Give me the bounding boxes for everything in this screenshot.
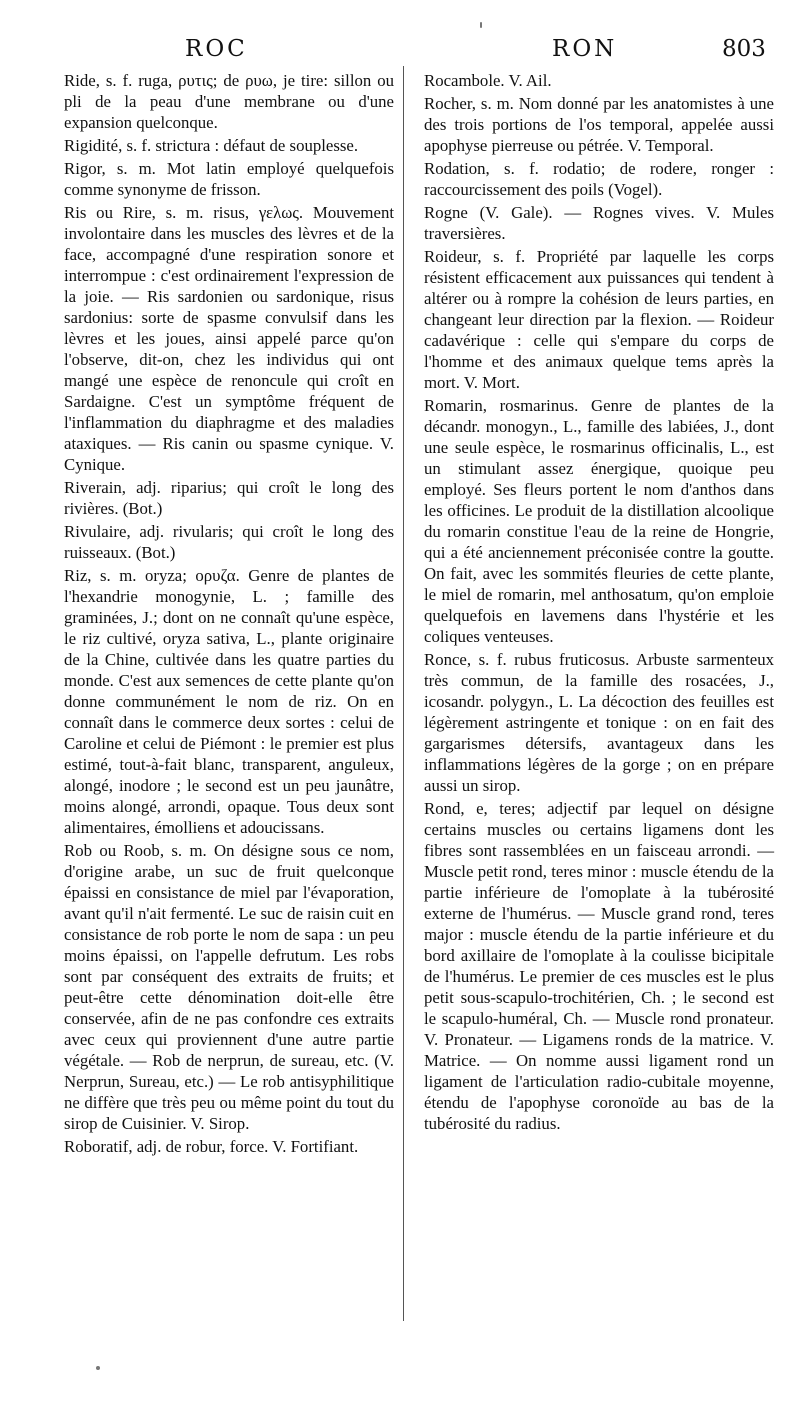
entry-riverain: Riverain, adj. riparius; qui croît le long des rivières. (Bot.) bbox=[64, 478, 394, 518]
right-column bbox=[424, 70, 774, 1136]
running-head-center: RON bbox=[552, 36, 618, 62]
entry-rocambole: Rocambole. V. Ail. bbox=[424, 71, 552, 90]
entry-roideur: Roideur, s. f. Propriété par laquelle les corps résistent efficacement aux puissances qui tendent à altérer ou à rompre la cohésion de leurs parties, en changeant leur direction par la flexion. — Roideur cadavérique : celle qui s'empare du corps de l'homme et des animaux quelque tems après la mort. V. Mort. bbox=[424, 247, 774, 392]
entry-ride: Ride, s. f. ruga, ρυτις; de ρυω, je tire: sillon ou pli de la peau d'une membrane ou d'une expansion quelconque. bbox=[64, 71, 394, 132]
page-number: 803 bbox=[722, 36, 766, 62]
entry-romarin: Romarin, rosmarinus. Genre de plantes de la décandr. monogyn., L., famille des labiées, J., dont une seule espèce, le rosmarinus officinalis, L., est un stimulant assez énergique, quoique peu employé. Ses fleurs portent le nom d'anthos dans les officines. Le produit de la distillation alcoolique du romarin constitue l'eau de la reine de Hongrie, qui a été anciennement préconisée contre la goutte. On fait, avec les sommités fleuries de cette plante, le miel de romarin, mel anthosatum, qu'on emploie quelquefois en lavemens dans l'hystérie et les coliques venteuses. bbox=[424, 396, 774, 646]
entry-rivulaire: Rivulaire, adj. rivularis; qui croît le long des ruisseaux. (Bot.) bbox=[64, 522, 394, 562]
entry-rigor: Rigor, s. m. Mot latin employé quelquefois comme synonyme de frisson. bbox=[64, 159, 394, 199]
entry-ronce: Ronce, s. f. rubus fruticosus. Arbuste sarmenteux très commun, de la famille des rosacées, J., icosandr. polygyn., L. La décoction des feuilles est légèrement astringente et tonique : on en fait des gargarismes détersifs, avantageux dans les inflammations légères de la gorge ; on en prépare aussi un sirop. bbox=[424, 650, 774, 795]
entry-ris: Ris ou Rire, s. m. risus, γελως. Mouvement involontaire dans les muscles des lèvres et de la face, accompagné d'une respiration sonore et interrompue : c'est ordinairement l'expression de la joie. — Ris sardonien ou sardonique, risus sardonius: sorte de spasme convulsif dans les lèvres et les joues, ainsi appelé parce qu'on l'observe, dit-on, chez les individus qui ont mangé une espèce de renoncule qui croît en Sardaigne. C'est un symptôme fréquent de l'inflammation du diaphragme et des maladies ataxiques. — Ris canin ou spasme cynique. V. Cynique. bbox=[64, 203, 394, 474]
entry-rigidite: Rigidité, s. f. strictura : défaut de souplesse. bbox=[64, 136, 359, 155]
entry-rocher: Rocher, s. m. Nom donné par les anatomistes à une des trois portions de l'os temporal, appelée aussi apophyse pierreuse ou pétrée. V. Temporal. bbox=[424, 94, 774, 155]
print-speck bbox=[480, 22, 482, 28]
entry-riz: Riz, s. m. oryza; ορυζα. Genre de plantes de l'hexandrie monogynie, L. ; famille des graminées, J.; dont on ne connaît qu'une espèce, le riz cultivé, oryza sativa, L., plante originaire de la Chine, cultivée dans les quatre parties du monde. C'est aux semences de cette plante qu'on donne communément le nom de riz. On en connaît dans le commerce deux sortes : celui de Caroline et celui de Piémont : le premier est plus estimé, tout-à-fait blanc, transparent, anguleux, alongé, inodore ; le second est un peu jaunâtre, moins alongé, arrondi, opaque. Tous deux sont alimentaires, émolliens et adoucissans. bbox=[64, 566, 394, 837]
entry-roboratif: Roboratif, adj. de robur, force. V. Fortifiant. bbox=[64, 1137, 359, 1156]
left-column bbox=[64, 70, 394, 1159]
print-speck bbox=[96, 1366, 100, 1370]
running-head-left: ROC bbox=[185, 36, 248, 62]
entry-rodation: Rodation, s. f. rodatio; de rodere, ronger : raccourcissement des poils (Vogel). bbox=[424, 159, 774, 199]
entry-rond: Rond, e, teres; adjectif par lequel on désigne certains muscles ou certains ligamens dont les fibres sont rassemblées en un faisceau arrondi. — Muscle petit rond, teres minor : muscle étendu de la partie inférieure de l'omoplate à la tubérosité externe de l'humérus. — Muscle grand rond, teres major : muscle étendu de la partie inférieure et du bord axillaire de l'omoplate à la coulisse bicipitale de l'humérus. Le premier de ces muscles est le plus petit sous-scapulo-trochitérien, Ch. ; le second est le scapulo-huméral, Ch. — Muscle rond pronateur. V. Pronateur. — Ligamens ronds de la matrice. V. Matrice. — On nomme aussi ligament rond un ligament de l'articulation radio-cubitale moyenne, étendu de l'apophyse coronoïde au bas de la tubérosité du radius. bbox=[424, 799, 774, 1133]
entry-rogne: Rogne (V. Gale). — Rognes vives. V. Mules traversières. bbox=[424, 203, 774, 243]
column-divider bbox=[403, 66, 404, 1321]
entry-rob: Rob ou Roob, s. m. On désigne sous ce nom, d'origine arabe, un suc de fruit quelconque épaissi en consistance de miel par l'évaporation, avant qu'il n'ait fermenté. Le suc de raisin cuit en consistance de rob porte le nom de sapa : un peu moins épaissi, on l'appelle defrutum. Les robs sont par conséquent des extraits de fruits; et peut-être cette dénomination doit-elle être conservée, afin de ne pas confondre ces extraits avec ceux qui proviennent d'une autre partie végétale. — Rob de nerprun, de sureau, etc. (V. Nerprun, Sureau, etc.) — Le rob antisyphilitique ne diffère que très peu ou même point du tout du sirop de Cuisinier. V. Sirop. bbox=[64, 841, 394, 1133]
